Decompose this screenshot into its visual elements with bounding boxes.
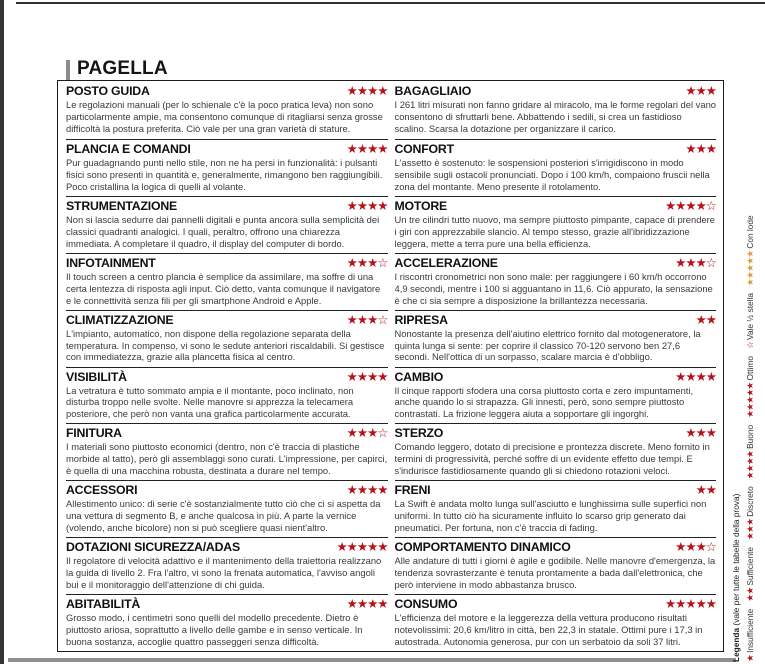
section-header [66,199,388,213]
star-rating: ★★★ [685,83,716,98]
section-header [66,313,388,327]
section-text: Il touch screen a centro plancia è semplice da assimilare, ma soffre di una certa lentezza di risposta agli input. Ciò detto, vanta comunque il navigatore e le connettività senza fili per gli smartphone Android e Apple. [66,270,381,306]
section-title: STRUMENTAZIONE [66,198,178,213]
rating-section [66,537,388,594]
rating-section [66,196,388,253]
section-text: Nonostante la presenza dell'aiutino elettrico fornito dal motogeneratore, la quinta lunga si sente: per coprire il classico 70-120 servono ben 27,6 secondi. Nell'ottica di un sorpasso, scalare marcia è d'obbligo. [394,327,701,363]
star-rating: ★★★★ [346,482,388,498]
page-bottom-edge-line [8,658,736,662]
section-header [66,256,388,270]
star-rating: ★★★★ [346,140,388,156]
legend-item-label: Discreto [745,486,755,517]
section-header [66,483,388,497]
star-rating: ★★ [695,482,716,498]
section-title: VISIBILITÀ [66,369,127,384]
pagella-box [57,80,724,652]
section-title: ACCESSORI [66,483,138,498]
page-top-edge-line [16,2,765,4]
legend-heading-bold: Legenda [731,627,741,662]
rating-section [395,82,717,139]
section-header [66,84,388,98]
rating-section [66,253,388,310]
star-rating: ★★★☆ [346,425,388,441]
legend-item-label: Insufficiente [745,608,755,653]
section-text: La vetratura è tutto sommato ampia e il montante, poco inclinato, non disturba troppo nelle svolte. Nelle manovre si apprezza la telecamera posteriore, che però non vanta una grafica particolarmente accurata. [66,384,354,420]
legend-item [745,356,755,418]
legend-item [745,425,755,479]
section-title: PLANCIA E COMANDI [66,141,191,156]
section-text: Un tre cilindri tutto nuovo, ma sempre piuttosto pimpante, capace di prendere i giri con apprezzabile slancio. Al tempo stesso, grazie all'ibridizzazione leggera, mette a terra pure una bella efficienza. [394,213,715,249]
star-icon: ★ [746,654,756,662]
rating-section [395,310,717,367]
section-title: CONFORT [394,141,454,156]
section-header [395,256,717,270]
rating-legend [729,216,759,662]
star-icon: ★★★★★ [746,382,756,418]
legend-item [745,547,755,602]
star-rating: ★★★★ [346,596,388,612]
section-title: MOTORE [394,198,448,213]
section-text: Il regolatore di velocità adattivo e il mantenimento della traiettoria realizzano la guida di livello 2. Fra l'altro, vi sono la frenata automatica, l'avviso angoli bui e il monitoraggio dell'attenzione di chi guida. [66,555,382,591]
legend-item-label: Con lode [745,215,755,249]
star-rating: ★★★☆ [675,539,716,555]
rating-section [395,537,717,594]
section-text: Allestimento unico: di serie c'è sostanzialmente tutto ciò che ci si aspetta da una vettura di segmento B, e anche qualcosa in più. A parte la vernice (volendo, anche bicolore) non si può scegliere quasi nient'altro. [66,498,381,534]
section-text: La Swift è andata molto lunga sull'asciutto e lunghissima sulle superfici non uniformi. In tutto ciò ha sicuramente influito lo scarso grip generato dai pneumatici. Per fortuna, non c'è traccia di fading. [394,498,707,534]
left-column [66,82,388,651]
section-header [395,540,717,554]
rating-section [66,594,388,651]
rating-section [66,139,388,196]
star-rating: ★★★ [685,140,716,156]
section-header [395,313,717,327]
section-text: I riscontri cronometrici non sono male: per raggiungere i 60 km/h occorrono 4,9 secondi, mentre i 100 si agguantano in 11,6. Ciò appurato, la sensazione è che ci sia sempre a disposizione la brillantezza necessaria. [394,270,713,306]
star-rating: ★★★ [685,425,716,441]
section-header [395,370,717,384]
right-column [395,82,717,651]
star-rating: ★★★★★ [664,596,716,612]
rating-section [395,196,717,253]
section-title: STERZO [394,426,444,441]
title-accent-bar [66,60,70,81]
legend-item-label: Vale ½ stella [745,293,755,340]
rating-section [395,480,717,537]
section-title: CLIMATIZZAZIONE [66,312,174,327]
section-text: Grosso modo, i centimetri sono quelli del modello precedente. Dietro è piuttosto ariosa, soprattutto a livello delle gambe e in senso verticale. In buona sostanza, accoglie quattro passeggeri senza difficoltà. [66,612,363,647]
star-rating: ★★ [695,311,716,327]
star-icon: ★★ [746,587,756,602]
rating-section [66,480,388,537]
section-title: ABITABILITÀ [66,597,141,612]
legend-item-label: Buono [745,424,755,449]
section-title: INFOTAINMENT [66,255,156,270]
section-text: Non si lascia sedurre dai pannelli digitali e punta ancora sulla semplicità dei classici quadranti analogici. I quali, peraltro, offrono una chiarezza immediata. A completare il quadro, il display del computer di bordo. [66,213,380,249]
legend-item [745,215,755,286]
section-text: L'efficienza del motore e la leggerezza della vettura producono risultati notevolissimi: 20,6 km/litro in città, ben 22,3 in statale. Ottimi pure i 17,3 in autostrada. Autonomia generosa, pur con un serbatoio da soli 37 litri. [394,612,703,647]
section-title: FRENI [394,483,431,498]
page-left-edge-line [0,0,4,664]
section-text: Pur guadagnando punti nello stile, non ne ha persi in funzionalità: i pulsanti fisici sono presenti in quantità e, generalmente, rimangono ben raggiungibili. Poco cristallina la logica di quelli al volante. [66,156,383,192]
star-rating: ★★★★ [346,197,388,213]
star-rating: ★★★☆ [346,254,388,270]
section-header [66,142,388,156]
rating-section [395,367,717,424]
rating-section [395,423,717,480]
star-icon: ★★★★★ [746,250,756,287]
rating-section [395,594,717,651]
section-text: I materiali sono piuttosto economici (dentro, non c'è traccia di plastiche morbide al tatto), però gli assemblaggi sono curati. L'impressione, per capirci, è quella di una macchina robusta, destinata a durare nel tempo. [66,441,388,477]
rating-section [66,367,388,424]
section-title: BAGAGLIAIO [394,84,472,98]
star-rating: ★★★☆ [346,311,388,327]
rating-section [66,82,388,139]
section-header [395,597,717,611]
legend-scale [743,216,758,662]
star-rating: ★★★★☆ [664,197,716,213]
section-title: FINITURA [66,426,122,441]
section-text: Le regolazioni manuali (per lo schienale c'è la poco pratica leva) non sono particolarmente ampie, ma consentono comunque di ritagliarsi senza grosse difficoltà la postura preferita. Ciò vale per una gran varietà di stature. [66,99,383,134]
section-title: COMPORTAMENTO DINAMICO [394,540,571,555]
star-rating: ★★★★★ [336,539,388,555]
page-title: PAGELLA [77,58,168,79]
star-icon: ★★★ [746,518,756,540]
legend-item [745,609,755,662]
section-text: Comando leggero, dotato di precisione e prontezza discrete. Meno fornito in termini di progressività, perché soffre di un evidente effetto due tempi. E s'indurisce fastidiosamente quando gli si chiedono rotazioni veloci. [394,441,710,477]
section-header [395,84,717,98]
section-title: CAMBIO [394,369,444,384]
star-icon: ★★★★ [746,450,756,480]
section-header [66,370,388,384]
section-header [395,142,717,156]
legend-item-label: Ottimo [745,356,755,381]
star-rating: ★★★★ [346,83,388,98]
section-title: RIPRESA [394,312,448,327]
section-title: ACCELERAZIONE [394,255,498,270]
legend-heading [729,216,743,662]
legend-item [745,486,755,540]
rating-section [66,310,388,367]
section-header [395,483,717,497]
legend-heading-rest: (vale per tutte le tabelle della prova) [731,493,741,628]
section-header [395,199,717,213]
section-text: L'assetto è sostenuto: le sospensioni posteriori s'irrigidiscono in modo sensibile sugli ostacoli pronunciati. Dopo i 100 km/h, compaiono fruscii nella zona del montante. Meno presente il rotolamento. [394,156,710,192]
rating-section [395,139,717,196]
section-text: Il cinque rapporti sfodera una corsa piuttosto corta e zero impuntamenti, anche quando lo si strapazza. Gli innesti, però, sono sempre piuttosto contrastati. La frizione leggera aiuta a sopportare gli ingorghi. [394,384,694,420]
star-rating: ★★★★ [346,368,388,384]
section-header [395,426,717,440]
rating-section [66,423,388,480]
rating-section [395,253,717,310]
section-title: DOTAZIONI SICUREZZA/ADAS [66,540,240,555]
star-rating: ★★★★ [675,368,716,384]
half-star-icon: ☆ [746,341,756,350]
section-header [66,540,388,554]
legend-item-label: Sufficiente [745,546,755,586]
section-text: I 261 litri misurati non fanno gridare al miracolo, ma le forme regolari del vano consentono di sfruttarli bene. Abbattendo i sedili, si crea un fastidioso scalino. Scarsa la dotazione per organizzare il carico. [394,99,716,134]
section-text: L'impianto, automatico, non dispone della regolazione separata della temperatura. In compenso, vi sono le sedute anteriori riscaldabili. Si gestisce con immediatezza, grazie alla plancetta fisica al centro. [66,327,385,363]
section-title: POSTO GUIDA [66,84,150,98]
legend-item [745,293,755,349]
section-title: CONSUMO [394,597,458,612]
section-text: Alle andature di tutti i giorni è agile e godibile. Nelle manovre d'emergenza, la tendenza sovrasterzante è tenuta prontamente a bada dall'elettronica, che però interviene in modo abbastanza brusco. [394,555,716,591]
star-rating: ★★★☆ [675,254,716,270]
section-header [66,426,388,440]
section-header [66,597,388,611]
